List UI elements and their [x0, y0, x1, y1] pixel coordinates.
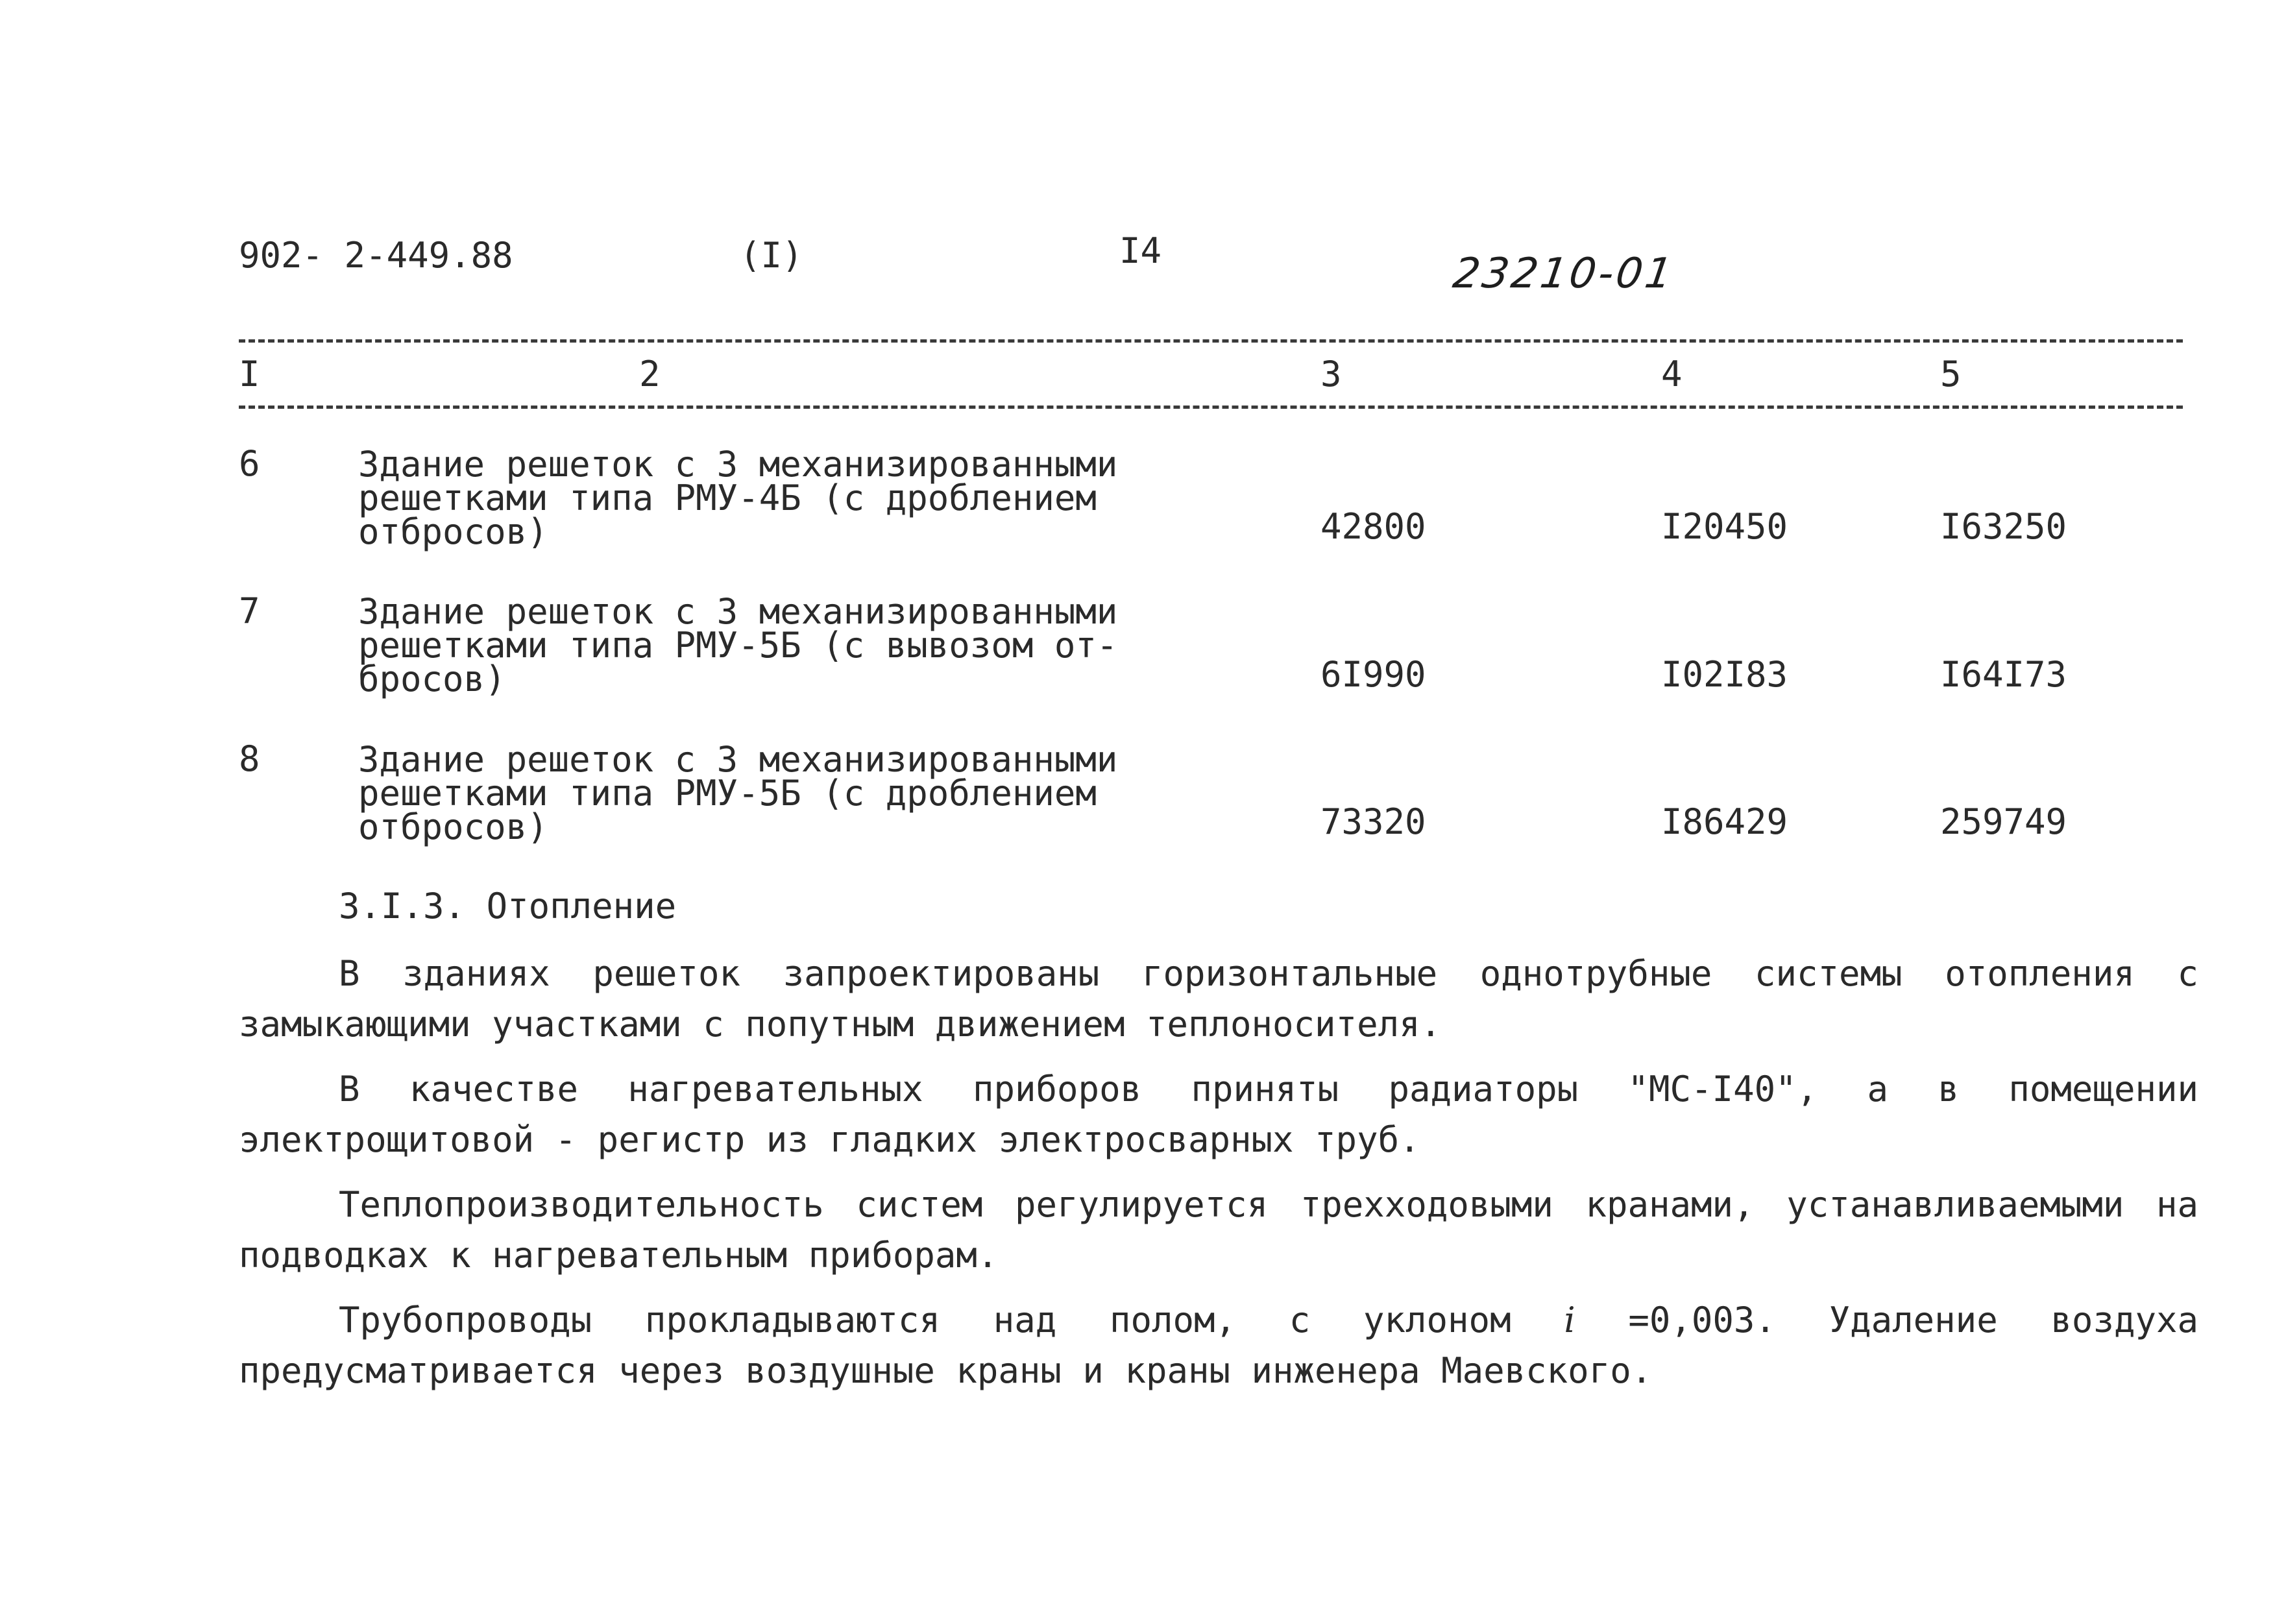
column-header-1: I	[239, 354, 260, 394]
document-code: 902- 2-449.88	[239, 235, 513, 276]
column-header-5: 5	[1940, 354, 1962, 394]
table-top-rule	[239, 339, 2183, 343]
table-row-number: 7	[239, 590, 260, 631]
page-number: I4	[1119, 230, 1162, 271]
table-header-rule	[239, 406, 2183, 409]
table-row-description: Здание решеток с 3 механизированными решетками типа РМУ-5Б (с дроблением отбросов)	[358, 739, 1118, 847]
table-cell-col4: I86429	[1661, 801, 1788, 842]
document-part: (I)	[740, 235, 803, 276]
paragraph: В качестве нагревательных приборов приняты радиаторы "МС-I40", а в помещении электрощитовой - регистр из гладких электросварных труб.	[239, 1069, 2198, 1160]
table-cell-col5: I64I73	[1940, 654, 2067, 695]
section-title: 3.I.3. Отопление	[339, 886, 677, 927]
table-row-description: Здание решеток с 3 механизированными решетками типа РМУ-5Б (с вывозом от- бросов)	[358, 591, 1118, 699]
table-row-description: Здание решеток с 3 механизированными решетками типа РМУ-4Б (с дроблением отбросов)	[358, 444, 1118, 552]
table-cell-col4: I20450	[1661, 506, 1788, 547]
handwritten-stamp: 23210-01	[1450, 250, 1678, 298]
table-cell-col3: 73320	[1320, 801, 1426, 842]
paragraph: Теплопроизводительность систем регулируется трехходовыми кранами, устанавливаемыми на подводках к нагревательным приборам.	[239, 1184, 2198, 1276]
column-header-4: 4	[1661, 354, 1683, 394]
column-header-2: 2	[639, 354, 661, 394]
table-cell-col5: 259749	[1940, 801, 2067, 842]
paragraph: В зданиях решеток запроектированы горизонтальные однотрубные системы отопления с замыкающими участками с попутным движением теплоносителя.	[239, 953, 2198, 1045]
paragraph: Трубопроводы прокладываются над полом, с уклоном i =0,003. Удаление воздуха предусматривается через воздушные краны и краны инженера Маевского.	[239, 1300, 2198, 1391]
column-header-3: 3	[1320, 354, 1342, 394]
table-row-number: 8	[239, 738, 260, 779]
table-cell-col3: 42800	[1320, 506, 1426, 547]
table-cell-col4: I02I83	[1661, 654, 1788, 695]
table-cell-col3: 6I990	[1320, 654, 1426, 695]
table-cell-col5: I63250	[1940, 506, 2067, 547]
slope-symbol: i	[1564, 1300, 1575, 1340]
table-row-number: 6	[239, 443, 260, 484]
